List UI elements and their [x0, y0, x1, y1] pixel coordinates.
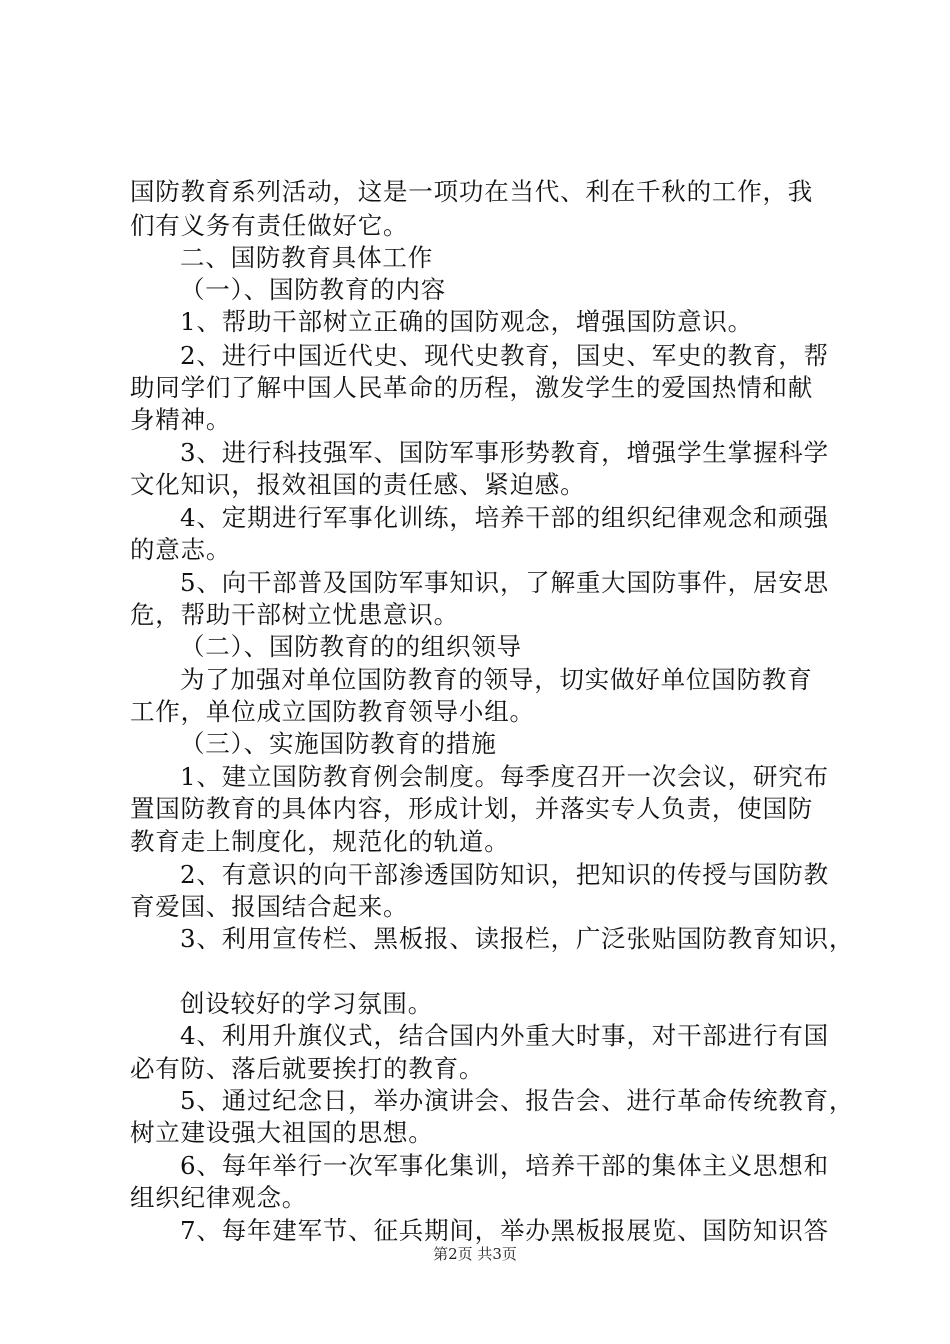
section-heading: 二、国防教育具体工作: [180, 243, 433, 272]
body-text-line: 1、建立国防教育例会制度。每季度召开一次会议，研究布: [180, 762, 829, 791]
body-text-line: 6、每年举行一次军事化集训，培养干部的集体主义思想和: [180, 1151, 829, 1180]
body-text-line: 国防教育系列活动，这是一项功在当代、利在千秋的工作，我: [130, 177, 814, 206]
body-text-line: 文化知识，报效祖国的责任感、紧迫感。: [130, 470, 586, 499]
subsection-heading: （二）、国防教育的的组织领导: [180, 632, 522, 661]
body-text-line: 创设较好的学习氛围。: [180, 989, 433, 1018]
body-text-line: 1、帮助干部树立正确的国防观念，增强国防意识。: [180, 307, 753, 336]
body-text-line: 3、利用宣传栏、黑板报、读报栏，广泛张贴国防教育知识，: [180, 924, 855, 953]
body-text-line: 助同学们了解中国人民革命的历程，激发学生的爱国热情和献: [130, 373, 814, 402]
body-text-line: 危，帮助干部树立忧患意识。: [130, 600, 459, 629]
body-text-line: 2、有意识的向干部渗透国防知识，把知识的传授与国防教: [180, 860, 829, 889]
subsection-heading: （一）、国防教育的内容: [180, 275, 447, 304]
body-text-line: 5、向干部普及国防军事知识，了解重大国防事件，居安思: [180, 568, 829, 597]
page-number-footer: 第2页 共3页: [433, 1245, 517, 1263]
body-text-line: 组织纪律观念。: [130, 1183, 308, 1212]
body-text-line: 为了加强对单位国防教育的领导，切实做好单位国防教育: [180, 665, 813, 694]
body-text-line: 教育走上制度化，规范化的轨道。: [130, 827, 510, 856]
body-text-line: 4、定期进行军事化训练，培养干部的组织纪律观念和顽强: [180, 503, 829, 532]
body-text-line: 置国防教育的具体内容，形成计划，并落实专人负责，使国防: [130, 794, 814, 823]
body-text-line: 们有义务有责任做好它。: [130, 211, 409, 240]
body-text-line: 工作，单位成立国防教育领导小组。: [130, 697, 535, 726]
body-text-line: 的意志。: [130, 535, 232, 564]
body-text-line: 树立建设强大祖国的思想。: [130, 1118, 434, 1147]
body-text-line: 3、进行科技强军、国防军事形势教育，增强学生掌握科学: [180, 438, 829, 467]
body-text-line: 身精神。: [130, 405, 232, 434]
body-text-line: 育爱国、报国结合起来。: [130, 892, 409, 921]
body-text-line: 7、每年建军节、征兵期间，举办黑板报展览、国防知识答: [180, 1216, 829, 1245]
body-text-line: 4、利用升旗仪式，结合国内外重大时事，对干部进行有国: [180, 1021, 829, 1050]
body-text-line: 5、通过纪念日，举办演讲会、报告会、进行革命传统教育，: [180, 1086, 855, 1115]
body-text-line: 2、进行中国近代史、现代史教育，国史、军史的教育，帮: [180, 341, 829, 370]
subsection-heading: （三）、实施国防教育的措施: [180, 729, 497, 758]
body-text-line: 必有防、落后就要挨打的教育。: [130, 1054, 485, 1083]
